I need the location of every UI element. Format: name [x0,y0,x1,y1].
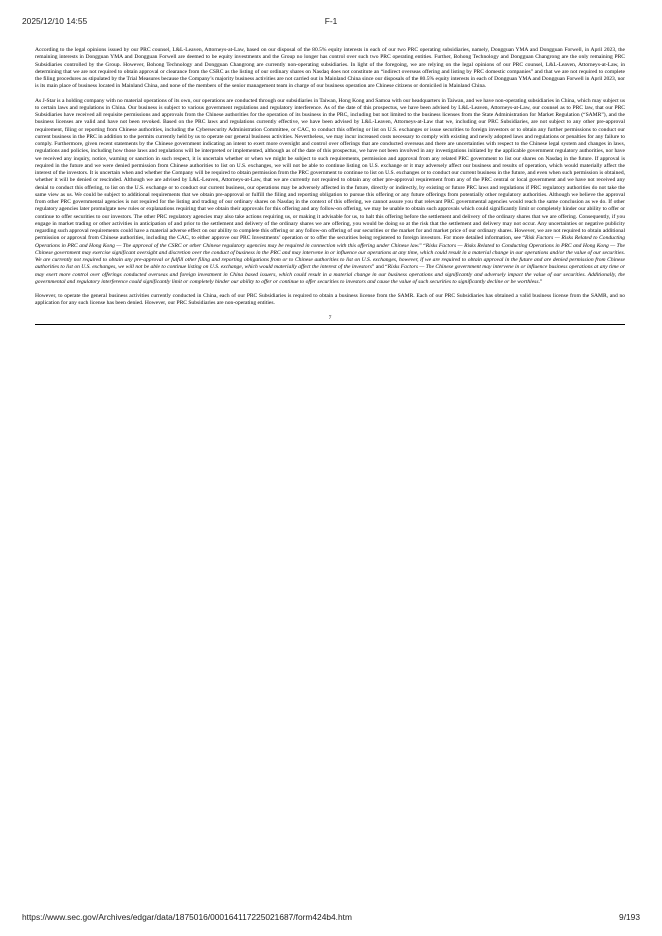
page-divider [35,324,625,325]
document-body [35,47,625,325]
print-header [22,16,640,28]
document-title: F-1 [324,16,338,26]
paragraph-text: As J-Star is a holding company with no material operations of its own, our operations are conducted through our subsidiaries in Taiwan, Hong Kong and Samoa with our headquarters in Taiwan, and we have non-operating subsidiaries in China, which may subject us to certain laws and regulations in China. Our business is subject to various government regulations and regulatory interference. As of the date of this prospectus, we have been advised by L&L-Leaven, Attorneys-at-Law, our counsel as to PRC law, that our PRC Subsidiaries have received all requisite permissions and approvals from the Chinese authorities for the operation of its business in the PRC, including but not limited to the business licenses from the State Administration for Market Regulation (“SAMR”), and the business licenses are valid and have not been revoked. Based on the PRC laws and regulations currently effective, we have been advised by L&L-Leaven, Attorneys-at-Law that we, including our PRC Subsidiaries, are not subject to any other pre-approval requirement, filing or reporting from Chinese authorities, including the Cybersecurity Administration Committee, or CAC, to conduct this offering or list on U.S. exchanges or issue securities to foreign investors or to obtain any further permissions to conduct our current business in the PRC in addition to the permits currently held by us to operate our general business activities. Nevertheless, we may incur increased costs necessary to comply with existing and newly adopted laws and regulations or penalties for any failure to comply. Furthermore, given recent statements by the Chinese government indicating an intent to exert more oversight and control over offerings that are conducted overseas and there are uncertainties with respect to the Chinese legal system and changes in laws, regulations and policies, including how those laws and regulations will be interpreted or implemented, although as of the date of this prospectus, we have not been involved in any investigations initiated by the applicable government regulatory authorities, nor have we received any inquiry, notice, warning or sanction in such respect, it is uncertain whether or when we might be subject to such requirements, permission and approval from any related PRC government to list our shares on Nasdaq in the future. If approval is required in the future and we were denied permission from Chinese authorities to list on U.S. exchanges, we will not be able to continue listing on U.S. exchange or it may adversely affect our business and results of operation, which would materially affect the interest of the investors. It is uncertain when and whether the Company will be required to obtain permission from the PRC government to continue to list on U.S. exchanges or to conduct our current business in the future, and even when such permission is obtained, whether it will be denied or rescinded. Although we are advised by L&L-Leaven, Attorneys-at-Law, that we are currently not required to obtain any other pre-approval requirement from any of the PRC central or local government and we have not received any denial to conduct this offering, to list on the U.S. exchange or to conduct our current business, our operations may be adversely affected in the future, directly or indirectly, by existing or future PRC laws and regulations if PRC regulatory authorities do not take the same view as us. We could be subject to additional requirements that we obtain pre-approval or fulfill the filing and reporting obligation to pursue this offering or any future offerings from potentially other regulatory authorities. Although we believe the approval from other PRC governmental agencies is not required for the listing and trading of our ordinary shares on Nasdaq in the context of this offering, we cannot assure you that relevant PRC governmental agencies would reach the same conclusion as we do. If other regulatory agencies later promulgate new rules or explanations requiring that we obtain their approvals for this offering and any follow-on offering, we may be unable to obtain such approvals which could significantly limit or completely hinder our ability to offer or continue to offer securities to our investors. The other PRC regulatory agencies may also take actions requiring us, or making it advisable for us, to halt this offering before the settlement and delivery of the ordinary shares that we are offering. Consequently, if you engage in market trading or other activities in anticipation of and prior to the settlement and delivery of the ordinary shares we are offering, you would be doing so at the risk that the settlement and delivery may not occur. Any uncertainties or negative publicity regarding such approval requirements could have a material adverse effect on our ability to complete this offering or any follow-on offering of our securities or the market for and market price of our ordinary shares. However, we are not required to obtain additional permission or approval from Chinese authorities, including the CAC, to either approve our PRC Investments’ operation or to offer the securities being registered to foreign investors. For more detailed information, see “ [35,97,625,242]
risk-factor-reference-2: Risks Factors — Risks Related to Conducting Operations in PRC and Hong Kong — The Chinese government may exercise significant oversight and discretion over the conduct of business in the PRC and may intervene in or influence our operations at any time, which could result in a material change in our operations and/or the value of our securities. We are currently not required to obtain any pre-approval or fulfill other filing and reporting obligations from or to Chinese authorities to list on U.S. exchanges, however, if we are required to obtain approval in the future and are denied permission from Chinese authorities to list on U.S. exchanges, we will not be able to continue listing on U.S. exchange, which would materially affect the interest of the investors [35,242,625,271]
risk-factor-reference-3: Risks Factors — The Chinese government may intervene in or influence business operations at any time or may exert more control over offerings conducted overseas and foreign investment in China based issuers, which could result in a material change in our business operations and significantly and adversely impact the value of our securities. Additionally, the governmental and regulatory interference could significantly limit or completely hinder our ability to offer or continue to offer securities to investors and cause the value of such securities to significantly decline or be worthless [35,264,626,285]
quote-conjunction: ” and “ [371,264,388,271]
risk-factor-reference-1: Risk Factors — Risks Related to Conducting Operations in PRC and Hong Kong — The approval of the CSRC or other Chinese regulatory agencies may be required in connection with this offering under Chinese law. [35,235,625,249]
quote-separator: ” “ [419,242,426,249]
paragraph-regulatory-permissions [35,98,625,287]
print-date: 2025/12/10 14:55 [22,16,88,26]
source-url: https://www.sec.gov/Archives/edgar/data/1875016/000164117225021687/form424b4.htm [22,912,352,922]
paragraph-csrc-opinion: According to the legal opinions issued by our PRC counsel, L&L-Leaven, Attorneys-at-Law, based on our disposal of the 80.5% equity interests in each of our two PRC operating subsidiaries, namely, Dongguan YMA and Dongguan Forwell, in April 2023, the remaining interests in Dongguan YMA and Dongguan Forwell are deemed to be equity investments and the Group no longer has control over such two PRC operating entities. Further, Bohong Technology and Dongguan Changrong are the only remaining PRC Subsidiaries controlled by the Group. However, Bohong Technology and Dongguan Changrong are currently non-operating subsidiaries. In light of the foregoing, we are relying on the legal opinions of our PRC counsel, L&L-Leaven, Attorneys-at-Law, in determining that we are not required to obtain approval or clearance from the CSRC as the listing of our ordinary shares on Nasdaq does not constitute an “indirect overseas offering and listing by PRC domestic companies” and that we are not required to complete the filing procedures as stipulated by the Trial Measures because the Company’s majority business activities are not carried out in Mainland China since our disposals of the 80.5% equity interests in each of Dongguan YMA and Dongguan Forwell in April 2023, nor is its main place of business located in Mainland China, and none of the members of the senior management team in charge of our business operation are Chinese citizens or domiciled in Mainland China. [35,47,625,90]
page-counter: 9/193 [619,912,640,922]
paragraph-business-license: However, to operate the general business activities currently conducted in China, each of our PRC Subsidiaries is required to obtain a business license from the SAMR. Each of our PRC Subsidiaries has obtained a valid business license from the SAMR, and no application for any such license has been denied. However, our PRC Subsidiaries are non-operating entities. [35,293,625,307]
quote-end: .” [538,278,543,285]
print-footer [22,912,640,924]
page-number: 7 [328,314,332,321]
